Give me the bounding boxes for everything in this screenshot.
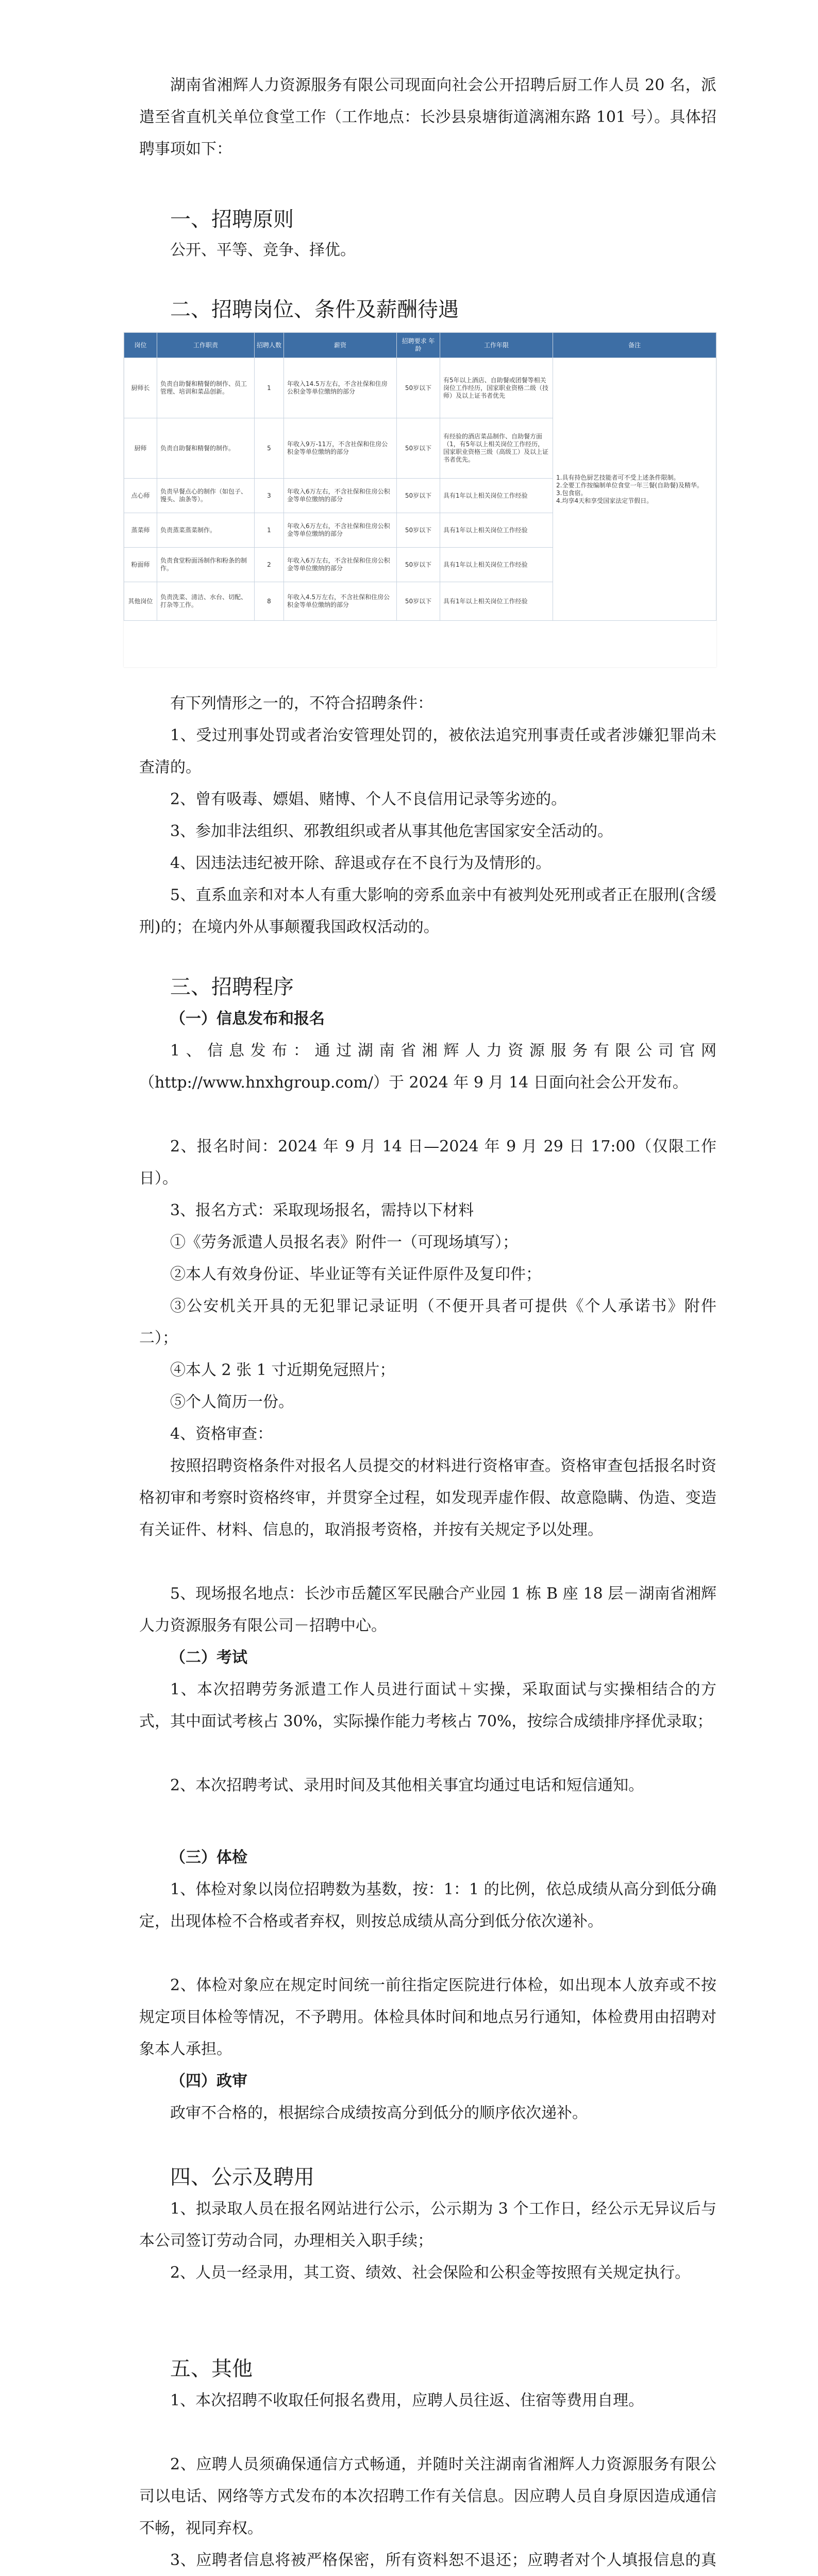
table-row (124, 358, 716, 418)
cell-years: 具有1年以上相关岗位工作经验 (440, 479, 553, 513)
material-item: ④本人 2 张 1 寸近期免冠照片； (170, 1361, 395, 1379)
cell-age: 50岁以下 (397, 479, 440, 513)
material-item: ⑤个人简历一份。 (170, 1393, 294, 1411)
step-registration-place: 5、现场报名地点：长沙市岳麓区军民融合产业园 1 栋 B 座 18 层－湖南省湘辉人力资源服务有限公司－招聘中心。 (139, 1585, 716, 1635)
section-1-title: 一、招聘原则 (170, 208, 294, 231)
cell-pay: 年收入6万左右，不含社保和住房公积金等单位缴纳的部分 (284, 479, 397, 513)
medical-text-1: 1、体检对象以岗位招聘数为基数，按：1：1 的比例，依总成绩从高分到低分确定，出现体检不合格或者弃权，则按总成绩从高分到低分依次递补。 (139, 1880, 716, 1930)
cell-num: 2 (255, 548, 284, 582)
cell-post: 粉面师 (124, 548, 157, 582)
cell-post: 厨师长 (124, 358, 157, 418)
hiring-text-1: 1、拟录取人员在报名网站进行公示，公示期为 3 个工作日，经公示无异议后与本公司签订劳动合同，办理相关入职手续； (139, 2200, 716, 2250)
cell-num: 1 (255, 513, 284, 548)
cell-post: 厨师 (124, 418, 157, 479)
step-registration-time: 2、报名时间：2024 年 9 月 14 日—2024 年 9 月 29 日 17:00（仅限工作日）。 (139, 1138, 716, 1188)
cell-age: 50岁以下 (397, 358, 440, 418)
cell-num: 5 (255, 418, 284, 479)
political-review-text: 政审不合格的，根据综合成绩按高分到低分的顺序依次递补。 (170, 2104, 588, 2122)
hiring-text-2: 2、人员一经录用，其工资、绩效、社会保险和公积金等按照有关规定执行。 (170, 2264, 691, 2282)
material-item: ③公安机关开具的无犯罪记录证明（不便开具者可提供《个人承诺书》附件二）； (139, 1297, 716, 1347)
cell-duty: 负责自助餐和精餐的制作、员工管理、培训和菜品创新。 (157, 358, 255, 418)
condition-item: 1、受过刑事处罚或者治安管理处罚的，被依法追究刑事责任或者涉嫌犯罪尚未查清的。 (139, 726, 716, 776)
cell-pay: 年收入6万左右，不含社保和住房公积金等单位缴纳的部分 (284, 513, 397, 548)
cell-duty: 负责早餐点心的制作（如包子、馒头、油条等）。 (157, 479, 255, 513)
cell-remark: 1.具有持色厨艺技能者可不受上述条件限制。 2.全要工作按编制单位食堂一年三餐(自助餐)及精华。 3.包食宿。 4.均享4天和享受国家法定节假日。 (553, 358, 716, 621)
cell-years: 有5年以上酒店、自助餐或团餐等相关岗位工作经历，国家职业资格二级（技师）及以上证书者优先 (440, 358, 553, 418)
section-3-title: 三、招聘程序 (170, 975, 294, 999)
cell-pay: 年收入9万-11万，不含社保和住房公积金等单位缴纳的部分 (284, 418, 397, 479)
th-pay: 薪资 (284, 333, 397, 358)
th-age: 招聘要求 年龄 (397, 333, 440, 358)
cell-post: 点心师 (124, 479, 157, 513)
subsection-b-title: （二）考试 (170, 1649, 247, 1667)
step-qualification: 4、资格审查： (170, 1425, 273, 1443)
th-years: 工作年限 (440, 333, 553, 358)
cell-duty: 负责蒸菜蒸菜制作。 (157, 513, 255, 548)
cell-years: 具有1年以上相关岗位工作经验 (440, 582, 553, 621)
section-4-title: 四、公示及聘用 (170, 2165, 314, 2189)
cell-num: 3 (255, 479, 284, 513)
step-info-release: 1、信息发布：通过湖南省湘辉人力资源服务有限公司官网（http://www.hnxhgroup.com/）于 2024 年 9 月 14 日面向社会公开发布。 (139, 1042, 716, 1092)
th-duty: 工作职责 (157, 333, 255, 358)
condition-item: 5、直系血亲和对本人有重大影响的旁系血亲中有被判处死刑或者正在服刑(含缓刑)的；在境内外从事颠覆我国政权活动的。 (139, 886, 716, 936)
cell-post: 其他岗位 (124, 582, 157, 621)
th-post: 岗位 (124, 333, 157, 358)
material-item: ②本人有效身份证、毕业证等有关证件原件及复印件； (170, 1265, 541, 1283)
condition-item: 4、因违法违纪被开除、辞退或存在不良行为及情形的。 (170, 854, 552, 872)
medical-text-2: 2、体检对象应在规定时间统一前往指定医院进行体检，如出现本人放弃或不按规定项目体检等情况，不予聘用。体检具体时间和地点另行通知，体检费用由招聘对象本人承担。 (139, 1976, 716, 2058)
cell-pay: 年收入6万左右，不含社保和住房公积金等单位缴纳的部分 (284, 548, 397, 582)
cell-age: 50岁以下 (397, 548, 440, 582)
th-remark: 备注 (553, 333, 716, 358)
subsection-a-title: （一）信息发布和报名 (170, 1010, 325, 1028)
subsection-c-title: （三）体检 (170, 1849, 247, 1867)
cell-num: 8 (255, 582, 284, 621)
cell-years: 具有1年以上相关岗位工作经验 (440, 513, 553, 548)
job-table (124, 332, 716, 667)
section-2-title: 二、招聘岗位、条件及薪酬待遇 (170, 298, 459, 321)
cell-num: 1 (255, 358, 284, 418)
subsection-d-title: （四）政审 (170, 2072, 247, 2090)
other-text-1: 1、本次招聘不收取任何报名费用，应聘人员往返、住宿等费用自理。 (170, 2392, 644, 2410)
cell-age: 50岁以下 (397, 513, 440, 548)
other-text-2: 2、应聘人员须确保通信方式畅通，并随时关注湖南省湘辉人力资源服务有限公司以电话、网络等方式发布的本次招聘工作有关信息。因应聘人员自身原因造成通信不畅，视同弃权。 (139, 2455, 716, 2537)
condition-item: 3、参加非法组织、邪教组织或者从事其他危害国家安全活动的。 (170, 822, 613, 840)
section-1-text: 公开、平等、竞争、择优。 (170, 241, 356, 259)
step-registration-method: 3、报名方式：采取现场报名，需持以下材料 (170, 1201, 474, 1219)
cell-years: 有经验的酒店菜品制作、自助餐方面（1，有5年以上相关岗位工作经历，国家职业资格三级（高级工）及以上证书者优先。 (440, 418, 553, 479)
cell-pay: 年收入4.5万左右，不含社保和住房公积金等单位缴纳的部分 (284, 582, 397, 621)
exam-text-2: 2、本次招聘考试、录用时间及其他相关事宜均通过电话和短信通知。 (170, 1776, 644, 1794)
intro-paragraph: 湖南省湘辉人力资源服务有限公司现面向社会公开招聘后厨工作人员 20 名，派遣至省直机关单位食堂工作（工作地点：长沙县泉塘街道漓湘东路 101 号）。具体招聘事项如下： (139, 76, 716, 158)
cell-duty: 负责自助餐和精餐的制作。 (157, 418, 255, 479)
other-text-3: 3、应聘者信息将被严格保密，所有资料恕不退还；应聘者对个人填报信息的真 (170, 2551, 716, 2569)
cell-post: 蒸菜师 (124, 513, 157, 548)
cell-years: 具有1年以上相关岗位工作经验 (440, 548, 553, 582)
cell-pay: 年收入14.5万左右，不含社保和住房公积金等单位缴纳的部分 (284, 358, 397, 418)
cell-duty: 负责洗菜、清洁、水台、切配、打杂等工作。 (157, 582, 255, 621)
condition-item: 2、曾有吸毒、嫖娼、赌博、个人不良信用记录等劣迹的。 (170, 790, 567, 808)
qualification-text: 按照招聘资格条件对报名人员提交的材料进行资格审查。资格审查包括报名时资格初审和考察时资格终审，并贯穿全过程，如发现弄虚作假、故意隐瞒、伪造、变造有关证件、材料、信息的，取消报考资格，并按有关规定予以处理。 (139, 1457, 716, 1539)
section-5-title: 五、其他 (170, 2357, 253, 2381)
th-num: 招聘人数 (255, 333, 284, 358)
conditions-lead: 有下列情形之一的，不符合招聘条件： (170, 694, 433, 713)
material-item: ①《劳务派遣人员报名表》附件一（可现场填写）； (170, 1233, 518, 1251)
exam-text-1: 1、本次招聘劳务派遣工作人员进行面试＋实操，采取面试与实操相结合的方式，其中面试考核占 30%，实际操作能力考核占 70%，按综合成绩排序择优录取； (139, 1681, 716, 1731)
cell-age: 50岁以下 (397, 418, 440, 479)
cell-age: 50岁以下 (397, 582, 440, 621)
cell-duty: 负责食堂粉面汤制作和粉条的制作。 (157, 548, 255, 582)
